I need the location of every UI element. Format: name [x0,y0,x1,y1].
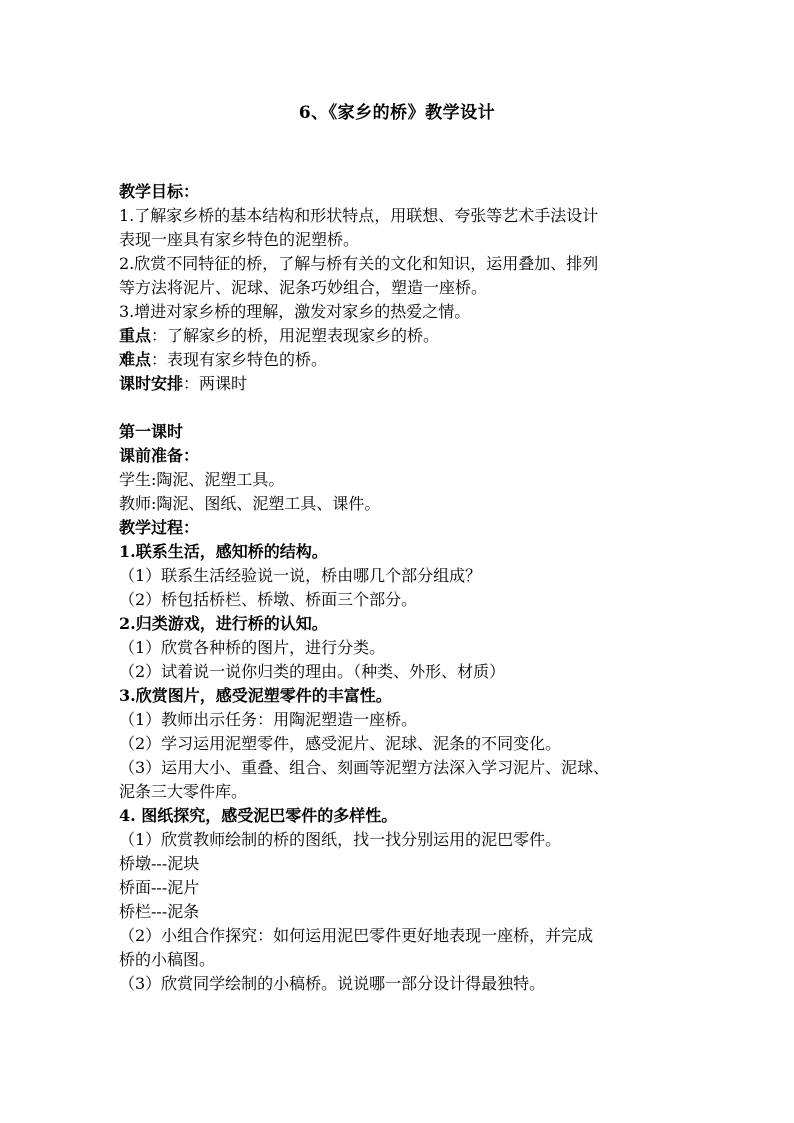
key-point-label: 重点 [119,326,152,345]
step-heading: 3.欣赏图片，感受泥塑零件的丰富性。 [119,686,392,705]
step-line: （3）欣赏同学绘制的小稿桥。说说哪一部分设计得最独特。 [119,974,546,993]
step-line: 桥面---泥片 [119,878,200,897]
schedule-label: 课时安排 [119,374,184,393]
step-line: （2）桥包括桥栏、桥墩、桥面三个部分。 [119,590,418,609]
key-point [119,324,679,348]
step-heading: 2.归类游戏，进行桥的认知。 [119,614,328,633]
step-line: 桥栏---泥条 [119,902,200,921]
blank-line [119,396,679,420]
difficulty [119,348,679,372]
step-line: 泥条三大零件库。 [119,782,248,801]
schedule-text: ：两课时 [183,374,248,393]
goal-line: 3.增进对家乡桥的理解，激发对家乡的热爱之情。 [119,302,471,321]
process-heading: 教学过程： [119,518,200,537]
prep-heading: 课前准备： [119,446,200,465]
goal-line: 1.了解家乡桥的基本结构和形状特点，用联想、夸张等艺术手法设计 [119,206,599,225]
step-line: （2）小组合作探究：如何运用泥巴零件更好地表现一座桥，并完成 [119,926,594,945]
step-heading: 1.联系生活，感知桥的结构。 [119,542,328,561]
schedule [119,372,679,396]
difficulty-text: ：表现有家乡特色的桥。 [151,350,328,369]
lesson1-heading: 第一课时 [119,422,184,441]
step-line: （2）学习运用泥塑零件，感受泥片、泥球、泥条的不同变化。 [119,734,562,753]
step-line: 桥的小稿图。 [119,950,216,969]
step-line: （1）教师出示任务：用陶泥塑造一座桥。 [119,710,418,729]
step-line: （1）欣赏教师绘制的桥的图纸，找一找分别运用的泥巴零件。 [119,830,562,849]
step-line: （3）运用大小、重叠、组合、刻画等泥塑方法深入学习泥片、泥球、 [119,758,610,777]
goal-line: 表现一座具有家乡特色的泥塑桥。 [119,230,360,249]
step-line: （1）欣赏各种桥的图片，进行分类。 [119,638,386,657]
goal-line: 等方法将泥片、泥球、泥条巧妙组合，塑造一座桥。 [119,278,488,297]
step-line: （1）联系生活经验说一说，桥由哪几个部分组成？ [119,566,482,585]
prep-line: 教师:陶泥、图纸、泥塑工具、课件。 [119,494,381,513]
goal-line: 2.欣赏不同特征的桥，了解与桥有关的文化和知识，运用叠加、排列 [119,254,599,273]
prep-line: 学生:陶泥、泥塑工具。 [119,470,285,489]
document-body [119,180,679,996]
step-line: 桥墩---泥块 [119,854,200,873]
key-point-text: ：了解家乡的桥，用泥塑表现家乡的桥。 [151,326,440,345]
document-title: 6、《家乡的桥》教学设计 [298,103,496,123]
step-heading: 4. 图纸探究，感受泥巴零件的多样性。 [119,806,398,825]
goals-heading: 教学目标： [119,182,200,201]
difficulty-label: 难点 [119,350,152,369]
step-line: （2）试着说一说你归类的理由。（种类、外形、材质） [119,662,506,681]
